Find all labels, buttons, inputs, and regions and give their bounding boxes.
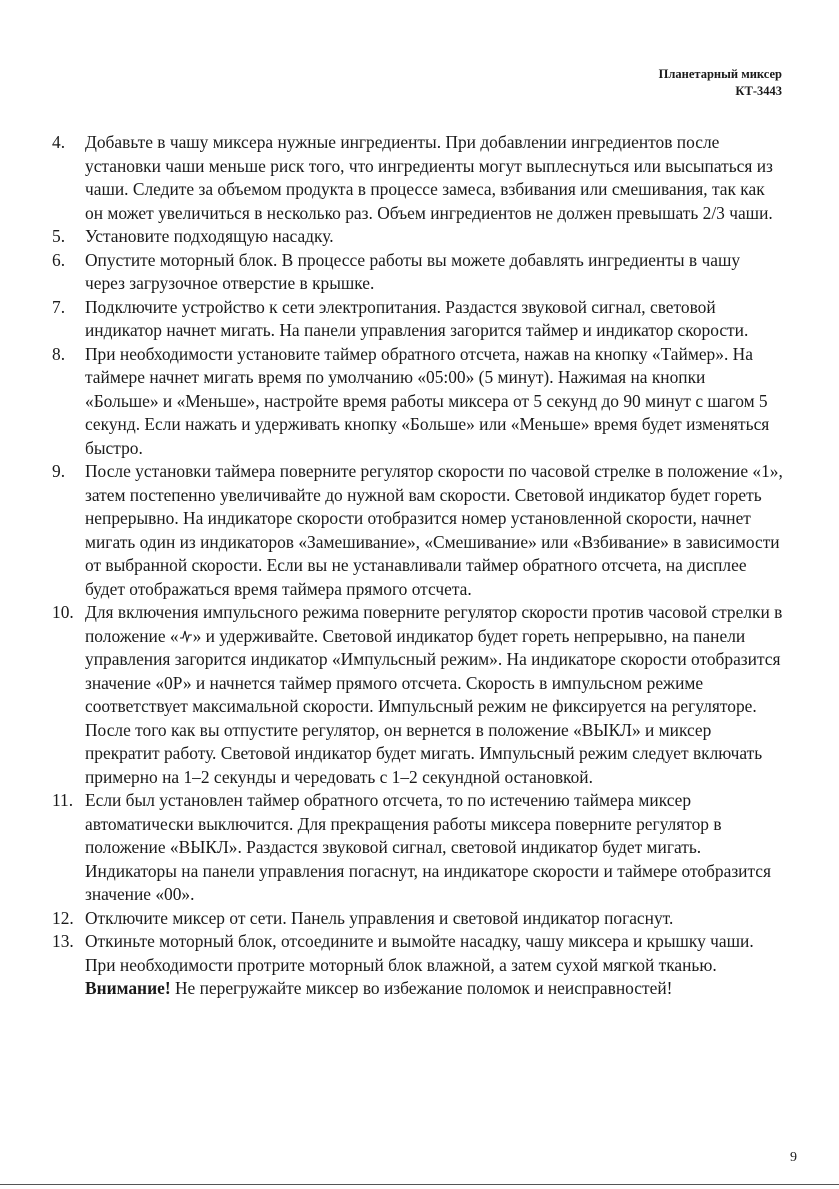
step-9 xyxy=(52,460,783,601)
step-number: 7. xyxy=(52,296,66,317)
step-text: Отключите миксер от сети. Панель управления и световой индикатор погаснут. xyxy=(85,907,674,928)
step-number: 12. xyxy=(52,907,74,928)
step-text: Добавьте в чашу миксера нужные ингредиенты. При добавлении ингредиентов после установки чаши меньше риск того, что ингредиенты могут выплеснуться или высыпаться из чаши. Следите за объемом продукта в процессе замеса, взбивания или смешивания, так как он может увеличиться в несколько раз. Объем ингредиентов не должен превышать 2/3 чаши. xyxy=(85,132,773,223)
step-text: Установите подходящую насадку. xyxy=(85,226,334,246)
document-header xyxy=(659,66,782,100)
product-name: Планетарный миксер xyxy=(658,67,782,81)
step-text: Опустите моторный блок. В процессе работы вы можете добавлять ингредиенты в чашу через загрузочное отверстие в крышке. xyxy=(85,249,741,293)
step-8 xyxy=(52,343,783,461)
step-text-before-icon: Для включения импульсного режима поверните регулятор скорости против часовой стрелки в положение « xyxy=(85,602,783,646)
step-number: 5. xyxy=(52,226,66,246)
step-text: Подключите устройство к сети электропитания. Раздастся звуковой сигнал, световой индикатор начнет мигать. На панели управления загорится таймер и индикатор скорости. xyxy=(85,296,749,340)
warning-label: Внимание! xyxy=(85,978,171,998)
warning-text: Не перегружайте миксер во избежание поломок и неисправностей! xyxy=(170,978,673,998)
pulse-icon xyxy=(179,626,193,640)
step-text-after-icon: » и удерживайте. Световой индикатор будет гореть непрерывно, на панели управления загорится индикатор «Импульсный режим». На индикаторе скорости отобразится значение «0Р» и начнется таймер прямого отсчета. Скорость в импульсном режиме соответствует максимальной скорости. Импульсный режим не фиксируется на регуляторе. После того как вы отпустите регулятор, он вернется в положение «ВЫКЛ» и миксер прекратит работу. Световой индикатор будет мигать. Импульсный режим следует включать примерно на 1–2 секунды и чередовать с 1–2 секундной остановкой. xyxy=(85,625,781,787)
step-number: 8. xyxy=(52,343,66,364)
step-13 xyxy=(52,930,783,977)
step-number: 13. xyxy=(52,931,74,951)
step-text: После установки таймера поверните регулятор скорости по часовой стрелке в положение «1», затем постепенно увеличивайте до нужной вам скорости. Световой индикатор будет гореть непрерывно. На индикаторе скорости отобразится номер установленной скорости, начнет мигать один из индикаторов «Замешивание», «Смешивание» или «Взбивание» в зависимости от выбранной скорости. Если вы не устанавливали таймер обратного отсчета, на дисплее будет отображаться время таймера прямого отсчета. xyxy=(85,461,783,599)
page-number: 9 xyxy=(790,1150,797,1165)
step-number: 4. xyxy=(52,132,66,152)
step-4 xyxy=(52,131,783,225)
step-5 xyxy=(52,225,783,249)
step-number: 10. xyxy=(52,602,74,622)
footer-divider xyxy=(0,1184,839,1185)
instructions-list xyxy=(52,131,783,1001)
step-7 xyxy=(52,296,783,343)
model-number: КТ-3443 xyxy=(735,84,782,98)
warning-note xyxy=(52,977,783,1001)
step-10 xyxy=(52,601,783,789)
step-text: Откиньте моторный блок, отсоедините и вымойте насадку, чашу миксера и крышку чаши. При необходимости протрите моторный блок влажной, а затем сухой мягкой тканью. xyxy=(85,931,754,975)
step-6 xyxy=(52,249,783,296)
step-text: Если был установлен таймер обратного отсчета, то по истечению таймера миксер автоматически выключится. Для прекращения работы миксера поверните регулятор в положение «ВЫКЛ». Раздастся звуковой сигнал, световой индикатор будет мигать. Индикаторы на панели управления погаснут, на индикаторе скорости и таймере отобразится значение «00». xyxy=(85,790,772,904)
step-12 xyxy=(52,907,783,931)
step-number: 11. xyxy=(52,790,74,810)
step-number: 9. xyxy=(52,461,66,481)
step-11 xyxy=(52,789,783,907)
step-text xyxy=(85,601,783,789)
step-text: При необходимости установите таймер обратного отсчета, нажав на кнопку «Таймер». На таймере начнет мигать время по умолчанию «05:00» (5 минут). Нажимая на кнопки «Больше» и «Меньше», настройте время работы миксера от 5 секунд до 90 минут с шагом 5 секунд. Если нажать и удерживать кнопку «Больше» или «Меньше» время будет изменяться быстро. xyxy=(85,343,770,458)
step-number: 6. xyxy=(52,249,66,270)
